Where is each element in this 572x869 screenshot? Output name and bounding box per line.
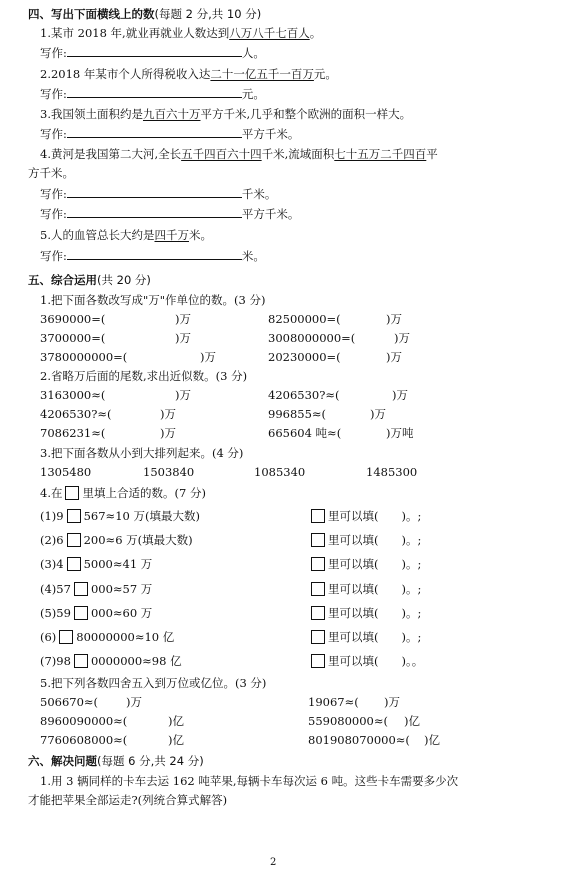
answer-box[interactable] — [311, 509, 325, 523]
s5-q3-number: 1485300 — [366, 465, 418, 479]
section-4-title: 四、写出下面横线上的数(每题 2 分,共 10 分) — [28, 7, 262, 21]
answer-blank[interactable] — [67, 186, 242, 198]
s5-q2: 2.省略万后面的尾数,求出近似数。(3 分) — [40, 369, 248, 383]
s5-q2-close: )万 — [175, 388, 191, 402]
s5-q1-close: )万 — [386, 350, 402, 364]
s5-q3-number: 1085340 — [254, 465, 306, 479]
s5-q2-close: )万吨 — [386, 426, 414, 440]
s4-q4-cont: 方千米。 — [28, 166, 74, 180]
s5-q2-item: 665604 吨≈( — [268, 426, 342, 440]
s5-q1-close: )万 — [175, 331, 191, 345]
answer-box[interactable] — [74, 606, 88, 620]
s5-q4-row: (1)9 567≈10 万(填最大数) — [40, 509, 200, 523]
s5-q5-item: 19067≈( — [308, 695, 359, 709]
answer-box[interactable] — [74, 582, 88, 596]
answer-blank[interactable] — [67, 86, 242, 98]
s5-q3: 3.把下面各数从小到大排列起来。(4 分) — [40, 446, 244, 460]
s5-q5-close: )亿 — [424, 733, 440, 747]
answer-box[interactable] — [311, 533, 325, 547]
s5-q4-row: (6) 80000000≈10 亿 — [40, 630, 175, 644]
answer-blank[interactable] — [67, 126, 242, 138]
answer-box[interactable] — [67, 509, 81, 523]
s5-q5-close: )亿 — [404, 714, 420, 728]
s5-q5: 5.把下列各数四舍五入到万位或亿位。(3 分) — [40, 676, 267, 690]
s5-q4-row: (5)59 000≈60 万 — [40, 606, 153, 620]
s5-q1-item: 3008000000=( — [268, 331, 356, 345]
answer-box[interactable] — [311, 557, 325, 571]
s5-q4-fill: 里可以填( )。; — [308, 508, 421, 524]
answer-box[interactable] — [74, 654, 88, 668]
s5-q5-close: )万 — [384, 695, 400, 709]
s5-q1-close: )万 — [386, 312, 402, 326]
s5-q1-item: 20230000=( — [268, 350, 341, 364]
s4-q3: 3.我国领土面积约是九百六十万平方千米,几乎和整个欧洲的面积一样大。 — [40, 107, 412, 121]
s5-q2-item: 7086231≈( — [40, 426, 106, 440]
s5-q4-row: (4)57 000≈57 万 — [40, 582, 153, 596]
s5-q4-fill: 里可以填( )。; — [308, 605, 421, 621]
s4-q2: 2.2018 年某市个人所得税收入达二十一亿五千一百万元。 — [40, 67, 337, 81]
s5-q4-fill: 里可以填( )。; — [308, 581, 421, 597]
s4-q1: 1.某市 2018 年,就业再就业人数达到八万八千七百人。 — [40, 26, 322, 40]
s6-q1: 1.用 3 辆同样的卡车去运 162 吨苹果,每辆卡车每次运 6 吨。这些卡车需要多少次 — [40, 774, 459, 788]
answer-box[interactable] — [59, 630, 73, 644]
s5-q2-close: )万 — [160, 426, 176, 440]
answer-box[interactable] — [311, 606, 325, 620]
answer-box[interactable] — [311, 654, 325, 668]
s6-q1-cont: 才能把苹果全部运走?(列统合算式解答) — [28, 793, 228, 807]
answer-box[interactable] — [311, 630, 325, 644]
s5-q4-row: (3)4 5000≈41 万 — [40, 557, 153, 571]
page-number: 2 — [270, 857, 277, 868]
s5-q5-item: 7760608000≈( — [40, 733, 128, 747]
s5-q5-close: )亿 — [168, 714, 184, 728]
s5-q2-item: 4206530?≈( — [40, 407, 112, 421]
s5-q4-fill: 里可以填( )。; — [308, 532, 421, 548]
s5-q3-number: 1503840 — [143, 465, 195, 479]
section-6-title: 六、解决问题(每题 6 分,共 24 分) — [28, 754, 204, 768]
s5-q1-item: 3700000=( — [40, 331, 106, 345]
s5-q1: 1.把下面各数改写成"万"作单位的数。(3 分) — [40, 293, 266, 307]
s5-q4-row: (2)6 200≈6 万(填最大数) — [40, 533, 193, 547]
s5-q1-item: 3780000000=( — [40, 350, 128, 364]
answer-blank[interactable] — [67, 206, 242, 218]
s5-q5-close: )亿 — [168, 733, 184, 747]
s5-q2-close: )万 — [370, 407, 386, 421]
s5-q2-close: )万 — [160, 407, 176, 421]
s5-q5-close: )万 — [126, 695, 142, 709]
s4-q5-answer: 写作: 米。 — [40, 249, 265, 263]
s4-q1-answer: 写作: 人。 — [40, 46, 265, 60]
s5-q1-item: 3690000=( — [40, 312, 106, 326]
s5-q3-number: 1305480 — [40, 465, 92, 479]
s5-q1-close: )万 — [175, 312, 191, 326]
answer-box[interactable] — [67, 557, 81, 571]
s5-q5-item: 8960090000≈( — [40, 714, 128, 728]
s5-q5-item: 801908070000≈( — [308, 733, 410, 747]
s5-q2-item: 4206530?≈( — [268, 388, 340, 402]
answer-blank[interactable] — [67, 248, 242, 260]
answer-box[interactable] — [311, 582, 325, 596]
s4-q4-answer-1: 写作: 千米。 — [40, 187, 277, 201]
s5-q4-fill: 里可以填( )。; — [308, 629, 421, 645]
s5-q4-fill: 里可以填( )。。 — [308, 653, 423, 669]
s5-q2-item: 3163000≈( — [40, 388, 106, 402]
s4-q4: 4.黄河是我国第二大河,全长五千四百六十四千米,流域面积七十五万二千四百平 — [40, 147, 438, 161]
s5-q1-close: )万 — [200, 350, 216, 364]
s4-q2-answer: 写作: 元。 — [40, 87, 265, 101]
s4-q5: 5.人的血管总长大约是四千万米。 — [40, 228, 212, 242]
s5-q4-fill: 里可以填( )。; — [308, 556, 421, 572]
s4-q4-answer-2: 写作: 平方千米。 — [40, 207, 300, 221]
answer-blank[interactable] — [67, 45, 242, 57]
s5-q1-close: )万 — [394, 331, 410, 345]
section-5-title: 五、综合运用(共 20 分) — [28, 273, 151, 287]
s5-q5-item: 559080000≈( — [308, 714, 388, 728]
answer-box[interactable] — [65, 486, 79, 500]
s5-q5-item: 506670≈( — [40, 695, 99, 709]
s5-q2-item: 996855≈( — [268, 407, 327, 421]
s5-q4: 4.在 里填上合适的数。(7 分) — [40, 486, 206, 500]
s5-q1-item: 82500000=( — [268, 312, 341, 326]
s5-q4-row: (7)98 0000000≈98 亿 — [40, 654, 182, 668]
s5-q2-close: )万 — [392, 388, 408, 402]
s4-q3-answer: 写作: 平方千米。 — [40, 127, 300, 141]
answer-box[interactable] — [67, 533, 81, 547]
